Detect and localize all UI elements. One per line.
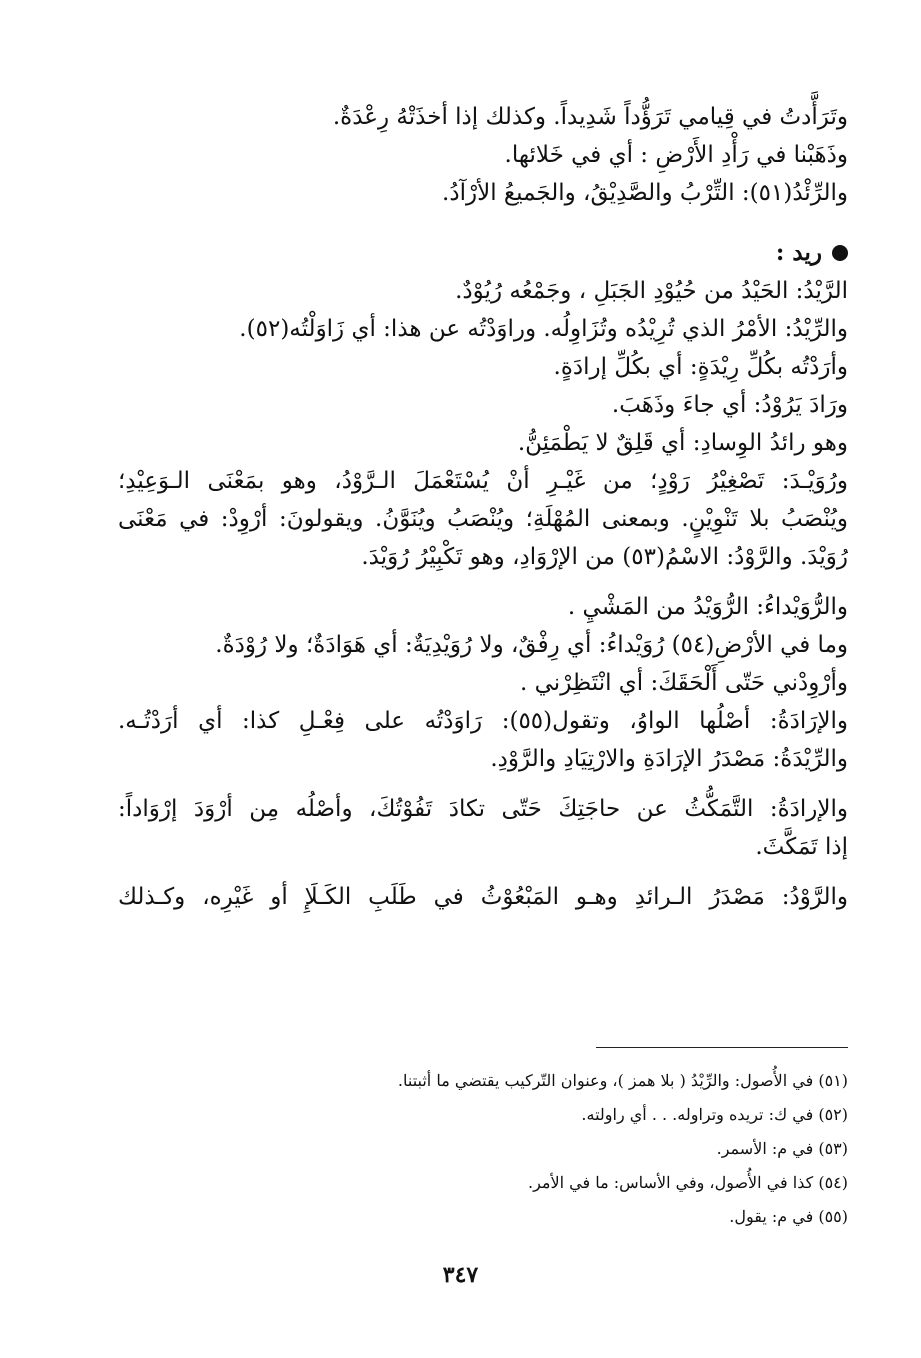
text-line: والرِّيْدَةُ: مَصْدَرُ الإرَادَةِ والارْتِيَادِ والرَّوْدِ. xyxy=(490,746,848,772)
entry-heading-label: ريد : xyxy=(775,239,822,266)
footnote: (٥٤) كذا في الأُصول، وفي الأساس: ما في الأمر. xyxy=(528,1173,848,1192)
footnote: (٥٢) في ك: تريده وتراوله. . . أي راولته. xyxy=(581,1105,848,1124)
text-line: إذا تَمَكَّثَ. xyxy=(755,834,848,860)
text-line: وتَرَأَّدتُ في قِيامي تَرَؤُّداً شَدِيداً. وكذلك إذا أخذَتْهُ رِعْدَةٌ. xyxy=(332,104,848,130)
text-line: وأرَدْتُه بكُلِّ رِيْدَةٍ: أي بكُلِّ إرادَةٍ. xyxy=(553,354,848,380)
text-line: والرِّئْدُ(٥١): التِّرْبُ والصَّدِيْقُ، والجَميعُ الأرْآدُ. xyxy=(442,180,848,206)
footnote-divider xyxy=(596,1047,848,1048)
text-line: وما في الأرْضِ(٥٤) رُوَيْداءُ: أي رِفْقٌ، ولا رُوَيْدِيَةٌ: أي هَوَادَةٌ؛ ولا رُوْدَةٌ. xyxy=(215,632,848,658)
text-line: ورَادَ يَرُوْدُ: أي جاءَ وذَهَبَ. xyxy=(611,392,848,418)
text-line: ويُنْصَبُ بلا تَنْوِيْنٍ. وبمعنى المُهْلَةِ؛ ويُنْصَبُ ويُنَوَّنُ. ويقولونَ: أرْوِدْ: في مَعْنَى xyxy=(118,506,848,532)
text-line: والإرادَةُ: التَّمَكُّثُ عن حاجَتِكَ حَتّى تكادَ تَفُوْتُكَ، وأصْلُه مِن أرْوَدَ إرْوَاداً: xyxy=(118,796,848,822)
text-line: وهو رائدُ الوِسادِ: أي قَلِقٌ لا يَطْمَئِنُّ. xyxy=(517,430,848,456)
footnotes xyxy=(118,1064,848,1234)
main-text xyxy=(118,98,848,916)
page-number: ٣٤٧ xyxy=(442,1262,479,1288)
text-line: ورُوَيْـدَ: تَصْغِيْرُ رَوْدٍ؛ من غَيْـرِ أنْ يُسْتَعْمَلَ الـرَّوْدُ، وهو بمَعْنَى الـوَعِيْدِ؛ xyxy=(118,468,848,494)
footnote: (٥٣) في م: الأسمر. xyxy=(716,1139,848,1158)
text-line: وأرْوِدْني حَتّى أَلْحَقَكَ: أي انْتَظِرْني . xyxy=(520,670,848,696)
entry-heading xyxy=(118,234,848,272)
text-line: وذَهَبْنا في رَأْدِ الأَرْضِ : أي في خَلائها. xyxy=(504,142,848,168)
footnote: (٥١) في الأُصول: والرِّيْدُ ( بلا همز )، وعنوان التّركيب يقتضي ما أثبتنا. xyxy=(397,1071,848,1090)
bullet-icon xyxy=(832,245,848,261)
text-line: والرَّوْدُ: مَصْدَرُ الـرائدِ وهـو المَبْعُوْثُ في طَلَبِ الكَـلَإِ أو غَيْرِه، وكـذلك xyxy=(118,884,848,910)
text-line: الرَّيْدُ: الحَيْدُ من حُيُوْدِ الجَبَلِ ، وجَمْعُه رُيُوْدٌ. xyxy=(455,278,848,304)
text-line: والإرَادَةُ: أصْلُها الواوُ، وتقول(٥٥): رَاوَدْتُه على فِعْـلِ كذا: أي أرَدْتُـه. xyxy=(118,708,849,734)
text-line: رُوَيْدَ. والرَّوْدُ: الاسْمُ(٥٣) من الإرْوَادِ، وهو تَكْبِيْرُ رُوَيْدَ. xyxy=(361,544,848,570)
footnote: (٥٥) في م: يقول. xyxy=(729,1207,848,1226)
text-line: والرِّيْدُ: الأمْرُ الذي تُرِيْدُه وتُزَاوِلُه. وراوَدْتُه عن هذا: أي زَاوَلْتُه(٥٢). xyxy=(239,316,848,342)
text-line: والرُّوَيْداءُ: الرُّوَيْدُ من المَشْيِ . xyxy=(567,594,848,620)
